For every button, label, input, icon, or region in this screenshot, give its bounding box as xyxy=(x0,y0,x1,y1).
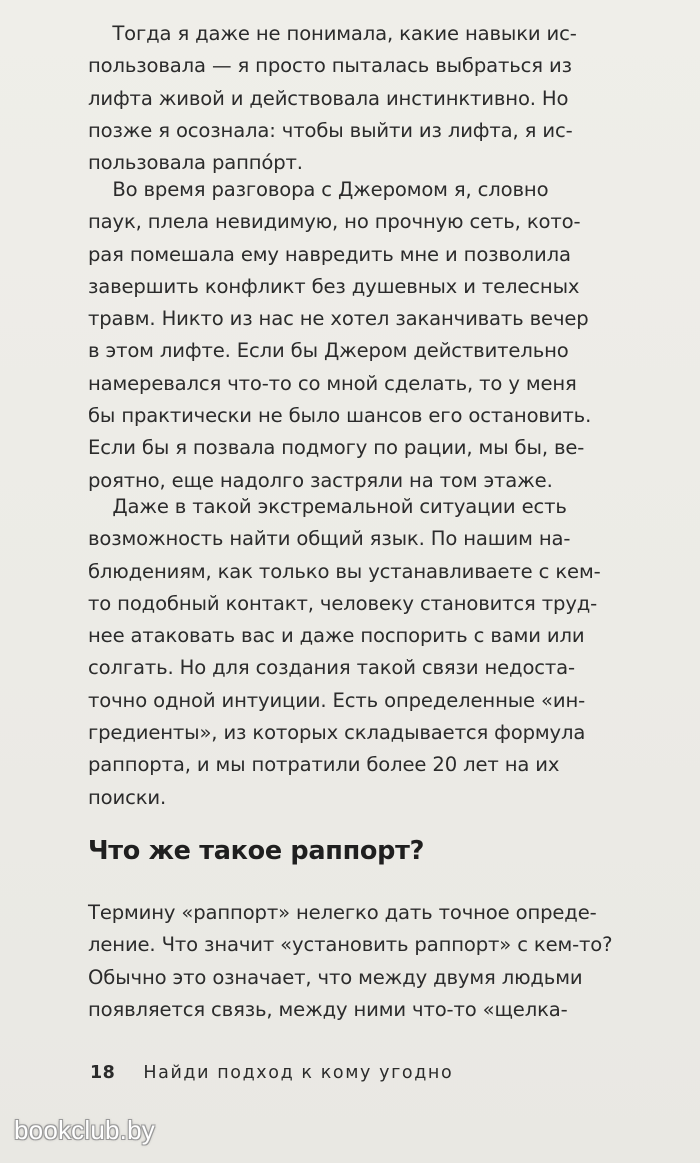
text-line: позже я осознала: чтобы выйти из лифта, я ис- xyxy=(88,118,573,142)
text-line: поиски. xyxy=(88,785,167,809)
paragraph-1 xyxy=(88,18,653,179)
page-footer xyxy=(90,1063,453,1083)
text-line: бы практически не было шансов его остановить. xyxy=(88,404,592,428)
text-line: рая помешала ему навредить мне и позволила xyxy=(88,242,571,266)
text-line: в этом лифте. Если бы Джером действительно xyxy=(88,339,569,363)
text-line: паук, плела невидимую, но прочную сеть, кото- xyxy=(88,210,581,234)
text-line: завершить конфликт без душевных и телесных xyxy=(88,274,580,298)
watermark: bookclub.by xyxy=(14,1115,155,1145)
text-line: травм. Никто из нас не хотел заканчивать вечер xyxy=(88,307,589,331)
text-line: солгать. Но для создания такой связи недоста- xyxy=(88,656,575,680)
text-line: раппорта, и мы потратили более 20 лет на их xyxy=(88,753,560,777)
paragraph-2 xyxy=(88,174,653,497)
text-line: Во время разговора с Джеромом я, словно xyxy=(88,178,549,201)
text-line: Тогда я даже не понимала, какие навыки ис- xyxy=(88,22,577,45)
text-line: то подобный контакт, человеку становится труд- xyxy=(88,591,598,615)
text-line: Если бы я позвала подмогу по рации, мы бы, ве- xyxy=(88,436,585,460)
running-title: Найди подход к кому угодно xyxy=(143,1063,454,1083)
text-line: возможность найти общий язык. По нашим на- xyxy=(88,527,571,551)
page-number: 18 xyxy=(90,1063,116,1083)
text-line: Даже в такой экстремальной ситуации есть xyxy=(88,495,567,518)
text-line: ление. Что значит «установить раппорт» с кем-то? xyxy=(88,933,613,957)
paragraph-3 xyxy=(88,491,653,814)
text-line: точно одной интуиции. Есть определенные «ин- xyxy=(88,688,586,712)
text-line: Термину «раппорт» нелегко дать точное опреде- xyxy=(88,901,597,924)
text-line: нее атаковать вас и даже поспорить с вами или xyxy=(88,624,585,648)
text-line: появляется связь, между ними что-то «щелка- xyxy=(88,997,568,1021)
text-line: лифта живой и действовала инстинктивно. Но xyxy=(88,86,569,110)
text-line: пользовала — я просто пыталась выбраться из xyxy=(88,54,572,78)
text-line: роятно, еще надолго застряли на том этаже. xyxy=(88,468,553,492)
text-line: пользовала раппóрт. xyxy=(88,151,303,175)
text-line: намеревался что-то со мной сделать, то у меня xyxy=(88,371,577,395)
text-line: блюдениям, как только вы устанавливаете с кем- xyxy=(88,559,601,583)
text-line: гредиенты», из которых складывается формула xyxy=(88,721,586,745)
section-paragraph xyxy=(88,897,653,1026)
section-heading: Что же такое раппорт? xyxy=(88,836,425,866)
text-line: Обычно это означает, что между двумя людьми xyxy=(88,965,583,989)
